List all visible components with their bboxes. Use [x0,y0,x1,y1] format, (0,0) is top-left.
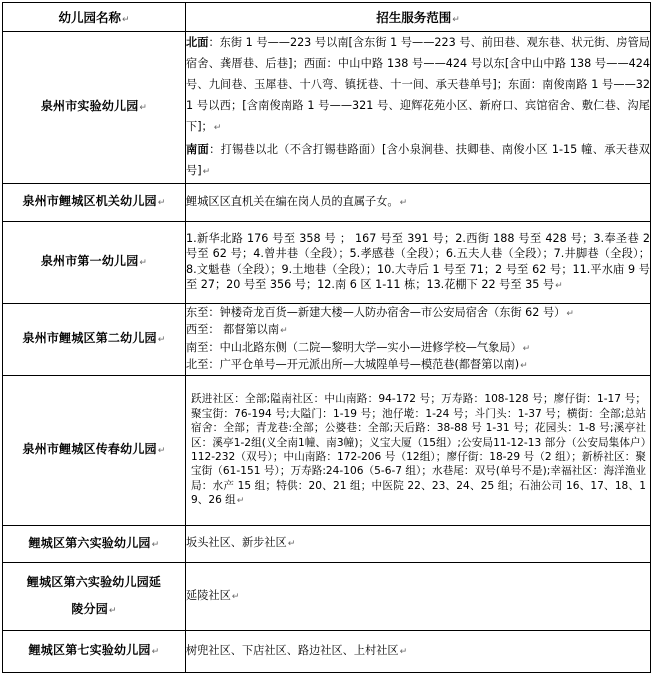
kindergarten-name [3,222,186,304]
header-service-scope [186,3,651,32]
table-header-row [3,3,651,32]
kindergarten-name [3,631,186,673]
kindergarten-name-text: 泉州市鲤城区机关幼儿园 [22,194,157,208]
paragraph-mark: ↵ [452,15,460,25]
kindergarten-name-text: 鲤城区第六实验幼儿园 [28,535,151,550]
header-scope-text: 招生服务范围 [376,10,452,25]
service-scope [186,32,651,184]
kindergarten-name [3,184,186,222]
paragraph-mark: ↵ [108,605,117,616]
kindergarten-name-text: 泉州市第一幼儿园 [40,254,139,268]
scope-paragraph [186,139,650,183]
paragraph-mark: ↵ [280,326,288,337]
paragraph-mark: ↵ [121,15,130,25]
paragraph-mark: ↵ [399,646,408,657]
scope-text: 南至：中山北路东侧（二院—黎明大学—实小—进修学校—气象局） [186,340,522,354]
table-row [3,222,651,304]
scope-text: ：东街 1 号——223 号以南[含东街 1 号——223 号、前田巷、观东巷、状元街、房管局宿舍、龚厝巷、后巷]；西面：中山中路 138 号——424 号以东[含中山中路 138 号——424 号、九间巷、玉犀巷、十八弯、镇抚巷、十一间、承天巷单号]；东面：南俊南路 1 号——321 号以西；[含南俊南路 1 号——321 号、迎辉花苑小区、新府口、宾馆宿舍、敷仁巷、沟尾下]； [186,36,650,133]
kindergarten-name-text: 鲤城区第六实验幼儿园延陵分园 [26,574,162,616]
direction-label: 南面 [186,143,210,156]
service-scope [186,563,651,631]
scope-text: 东至：钟楼奇龙百货—新建大楼—人防办宿舍—市公安局宿舍（东街 62 号） [186,306,566,320]
kindergarten-name-text: 鲤城区第七实验幼儿园 [28,643,151,657]
service-scope [186,184,651,222]
scope-paragraph [186,32,650,139]
scope-text: 跃进社区：全部;隘南社区：中山南路：94-172 号；万寿路：108-128 号；廖仔街：1-17 号；聚宝街：76-194 号;大隘门：1-19 号；池仔墘：1-24 号；斗门头：1-37 号；横街：全部;总站宿舍：全部；青龙巷:全部；公婆巷：全部;天后路：38-88 号 1-31 号；花园头：1-8 号;溪亭社区：溪亭1-2组(义全南1幢、南3幢)；义宝大厦（15组）;公安局11-12-13 部分（公安局集体户）112-232（双号）；中山南路：172-206 号（12组）；廖仔街：18-29 号（2 组）；新桥社区：聚宝街（61-151 号）；万寿路:24-106（5-6-7 组）；水巷尾：双号(单号不是);幸福社区：海洋渔业局：水产 15 组；特供：20、21 组；中医院 22、23、24、25 组；石油公司 16、17、18、19、26 组 [191,393,646,507]
kindergarten-name-text: 泉州市鲤城区传春幼儿园 [22,442,157,456]
table-row [3,184,651,222]
table-row [3,376,651,526]
scope-text: ：打锡巷以北（不含打锡巷路面）[含小泉涧巷、扶卿巷、南俊小区 1-15 幢、承天巷双号] [186,143,650,177]
kindergarten-name [3,376,186,526]
kindergarten-name [3,563,186,631]
scope-paragraph [186,340,650,357]
scope-paragraph [186,322,650,339]
paragraph-mark: ↵ [520,360,528,371]
paragraph-mark: ↵ [157,335,166,345]
scope-text: 延陵社区 [186,588,231,602]
kindergarten-name-text: 泉州市鲤城区第二幼儿园 [22,331,157,345]
paragraph-mark: ↵ [555,280,563,291]
scope-text: 北至：广平仓单号—开元派出所—大城隍单号—模范巷(都督第以南) [186,357,520,371]
service-scope [186,526,651,563]
header-kindergarten-name [3,3,186,32]
paragraph-mark: ↵ [566,309,574,320]
table-row [3,563,651,631]
paragraph-mark: ↵ [287,539,296,550]
service-scope [186,376,651,526]
table-row [3,32,651,184]
paragraph-mark: ↵ [157,446,166,456]
scope-text: 西至： 都督第以南 [186,323,280,337]
table-row [3,526,651,563]
scope-paragraph [186,305,650,322]
header-name-text: 幼儿园名称 [58,10,121,25]
kindergarten-name-text: 泉州市实验幼儿园 [40,99,139,113]
paragraph-mark: ↵ [157,198,166,208]
paragraph-mark: ↵ [522,343,531,354]
scope-text: 1.新华北路 176 号至 358 号 ； 167 号至 391 号；2.西街 188 号至 428 号；3.奉圣巷 2 号至 62 号；4.曾井巷（全段）；5.孝感巷（全段）；6.五夫人巷（全段）；7.井脚巷（全段）；8.文魁巷（全段）；9.土地巷（全段）；10.大寺后 1 号至 71；2 号至 62 号；11.平水庙 9 号至 27；20 号至 356 号；12.南 6 区 1-11 栋；13.花棚下 22 号至 35 号 [186,231,650,291]
service-scope [186,222,651,304]
paragraph-mark: ↵ [139,103,148,113]
scope-text: 鲤城区区直机关在编在岗人员的直属子女。 [186,194,399,208]
scope-text: 坂头社区、新步社区 [186,536,287,550]
direction-label: 北面 [186,36,209,49]
service-scope [186,631,651,673]
paragraph-mark: ↵ [213,123,222,133]
enrollment-table [2,2,651,673]
service-scope [186,304,651,376]
kindergarten-name [3,32,186,184]
kindergarten-name [3,304,186,376]
paragraph-mark: ↵ [151,647,160,657]
table-row [3,304,651,376]
paragraph-mark: ↵ [151,539,160,550]
paragraph-mark: ↵ [236,496,245,507]
paragraph-mark: ↵ [139,258,148,268]
kindergarten-name [3,526,186,563]
paragraph-mark: ↵ [202,167,211,177]
scope-paragraph [186,357,650,374]
paragraph-mark: ↵ [231,591,240,602]
paragraph-mark: ↵ [399,197,408,208]
scope-text: 树兜社区、下店社区、路边社区、上村社区 [186,643,399,657]
table-row [3,631,651,673]
